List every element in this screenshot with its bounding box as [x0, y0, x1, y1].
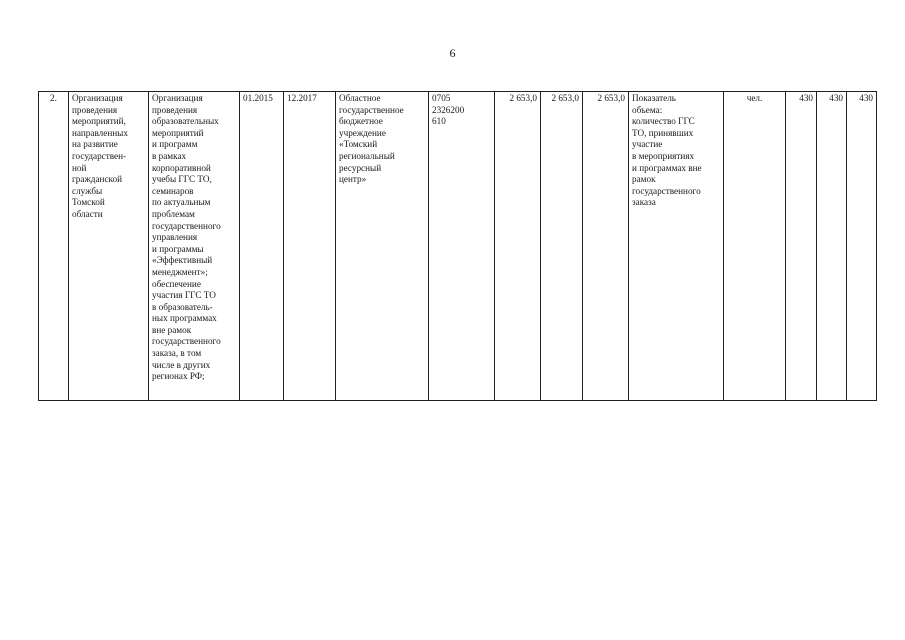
activity-line: обеспечение: [152, 278, 201, 289]
row-number-cell: 2.: [39, 92, 69, 401]
task-line: области: [72, 208, 103, 219]
activity-line: корпоративной: [152, 162, 211, 173]
value-cell: 430: [847, 92, 877, 401]
activity-line: образовательных: [152, 116, 219, 127]
activity-line: менеджмент»;: [152, 266, 208, 277]
budget-code-line: 2326200: [432, 104, 465, 115]
task-line: направленных: [72, 127, 128, 138]
value-cell: 430: [786, 92, 817, 401]
amount-total-cell: 2 653,0: [495, 92, 541, 401]
activity-line: числе в других: [152, 359, 211, 370]
task-line: Организация: [72, 93, 123, 103]
activity-line: государственного: [152, 220, 221, 231]
budget-code-cell: [429, 92, 495, 401]
budget-code-line: 0705: [432, 93, 451, 103]
start-date-cell: 01.2015: [240, 92, 284, 401]
activity-line: «Эффективный: [152, 255, 213, 266]
executor-line: Областное: [339, 93, 381, 103]
activity-line: учебы ГГС ТО,: [152, 174, 212, 185]
indicator-line: участие: [632, 139, 663, 150]
activity-line: регионах РФ;: [152, 371, 205, 382]
executor-line: центр»: [339, 174, 367, 185]
end-date-cell: 12.2017: [284, 92, 336, 401]
executor-line: «Томский: [339, 139, 378, 150]
indicator-line: количество ГГС: [632, 116, 695, 127]
budget-code-line: 610: [432, 116, 446, 127]
executor-line: ресурсный: [339, 162, 382, 173]
task-line: на развитие: [72, 139, 118, 150]
table-row: [39, 92, 877, 401]
activity-line: семинаров: [152, 185, 194, 196]
page-number: 6: [449, 46, 456, 60]
activity-line: проблемам: [152, 208, 195, 219]
amount-cell: 2 653,0: [583, 92, 629, 401]
indicator-line: и программах вне: [632, 162, 702, 173]
indicator-line: ТО, принявших: [632, 127, 694, 138]
task-line: службы: [72, 185, 103, 196]
task-line: ной: [72, 162, 87, 173]
indicator-line: государственного: [632, 185, 701, 196]
task-line: гражданской: [72, 174, 123, 185]
program-table: [38, 91, 877, 401]
unit-cell: чел.: [724, 92, 786, 401]
amount-cell: 2 653,0: [541, 92, 583, 401]
activity-line: ных программах: [152, 313, 217, 324]
activity-line: вне рамок: [152, 324, 192, 335]
activity-line: мероприятий: [152, 127, 204, 138]
executor-line: учреждение: [339, 127, 386, 138]
activity-line: управления: [152, 232, 198, 243]
activity-cell: [149, 92, 240, 401]
indicator-line: объема:: [632, 104, 663, 115]
activity-line: и программы: [152, 243, 204, 254]
activity-line: Организация: [152, 93, 203, 103]
activity-line: в рамках: [152, 150, 187, 161]
indicator-line: заказа: [632, 197, 656, 208]
activity-line: заказа, в том: [152, 348, 202, 359]
indicator-line: в мероприятиях: [632, 150, 695, 161]
executor-line: региональный: [339, 150, 395, 161]
indicator-line: рамок: [632, 174, 656, 185]
task-line: государствен-: [72, 150, 127, 161]
executor-line: государственное: [339, 104, 404, 115]
executor-cell: [336, 92, 429, 401]
activity-line: в образователь-: [152, 301, 213, 312]
activity-line: проведения: [152, 104, 198, 115]
task-line: Томской: [72, 197, 105, 208]
indicator-line: Показатель: [632, 93, 676, 103]
activity-line: государственного: [152, 336, 221, 347]
executor-line: бюджетное: [339, 116, 383, 127]
activity-line: и программ: [152, 139, 198, 150]
activity-line: по актуальным: [152, 197, 211, 208]
task-cell: [69, 92, 149, 401]
activity-line: участия ГГС ТО: [152, 290, 216, 301]
task-line: проведения: [72, 104, 118, 115]
task-line: мероприятий,: [72, 116, 126, 127]
indicator-cell: [629, 92, 724, 401]
value-cell: 430: [817, 92, 847, 401]
